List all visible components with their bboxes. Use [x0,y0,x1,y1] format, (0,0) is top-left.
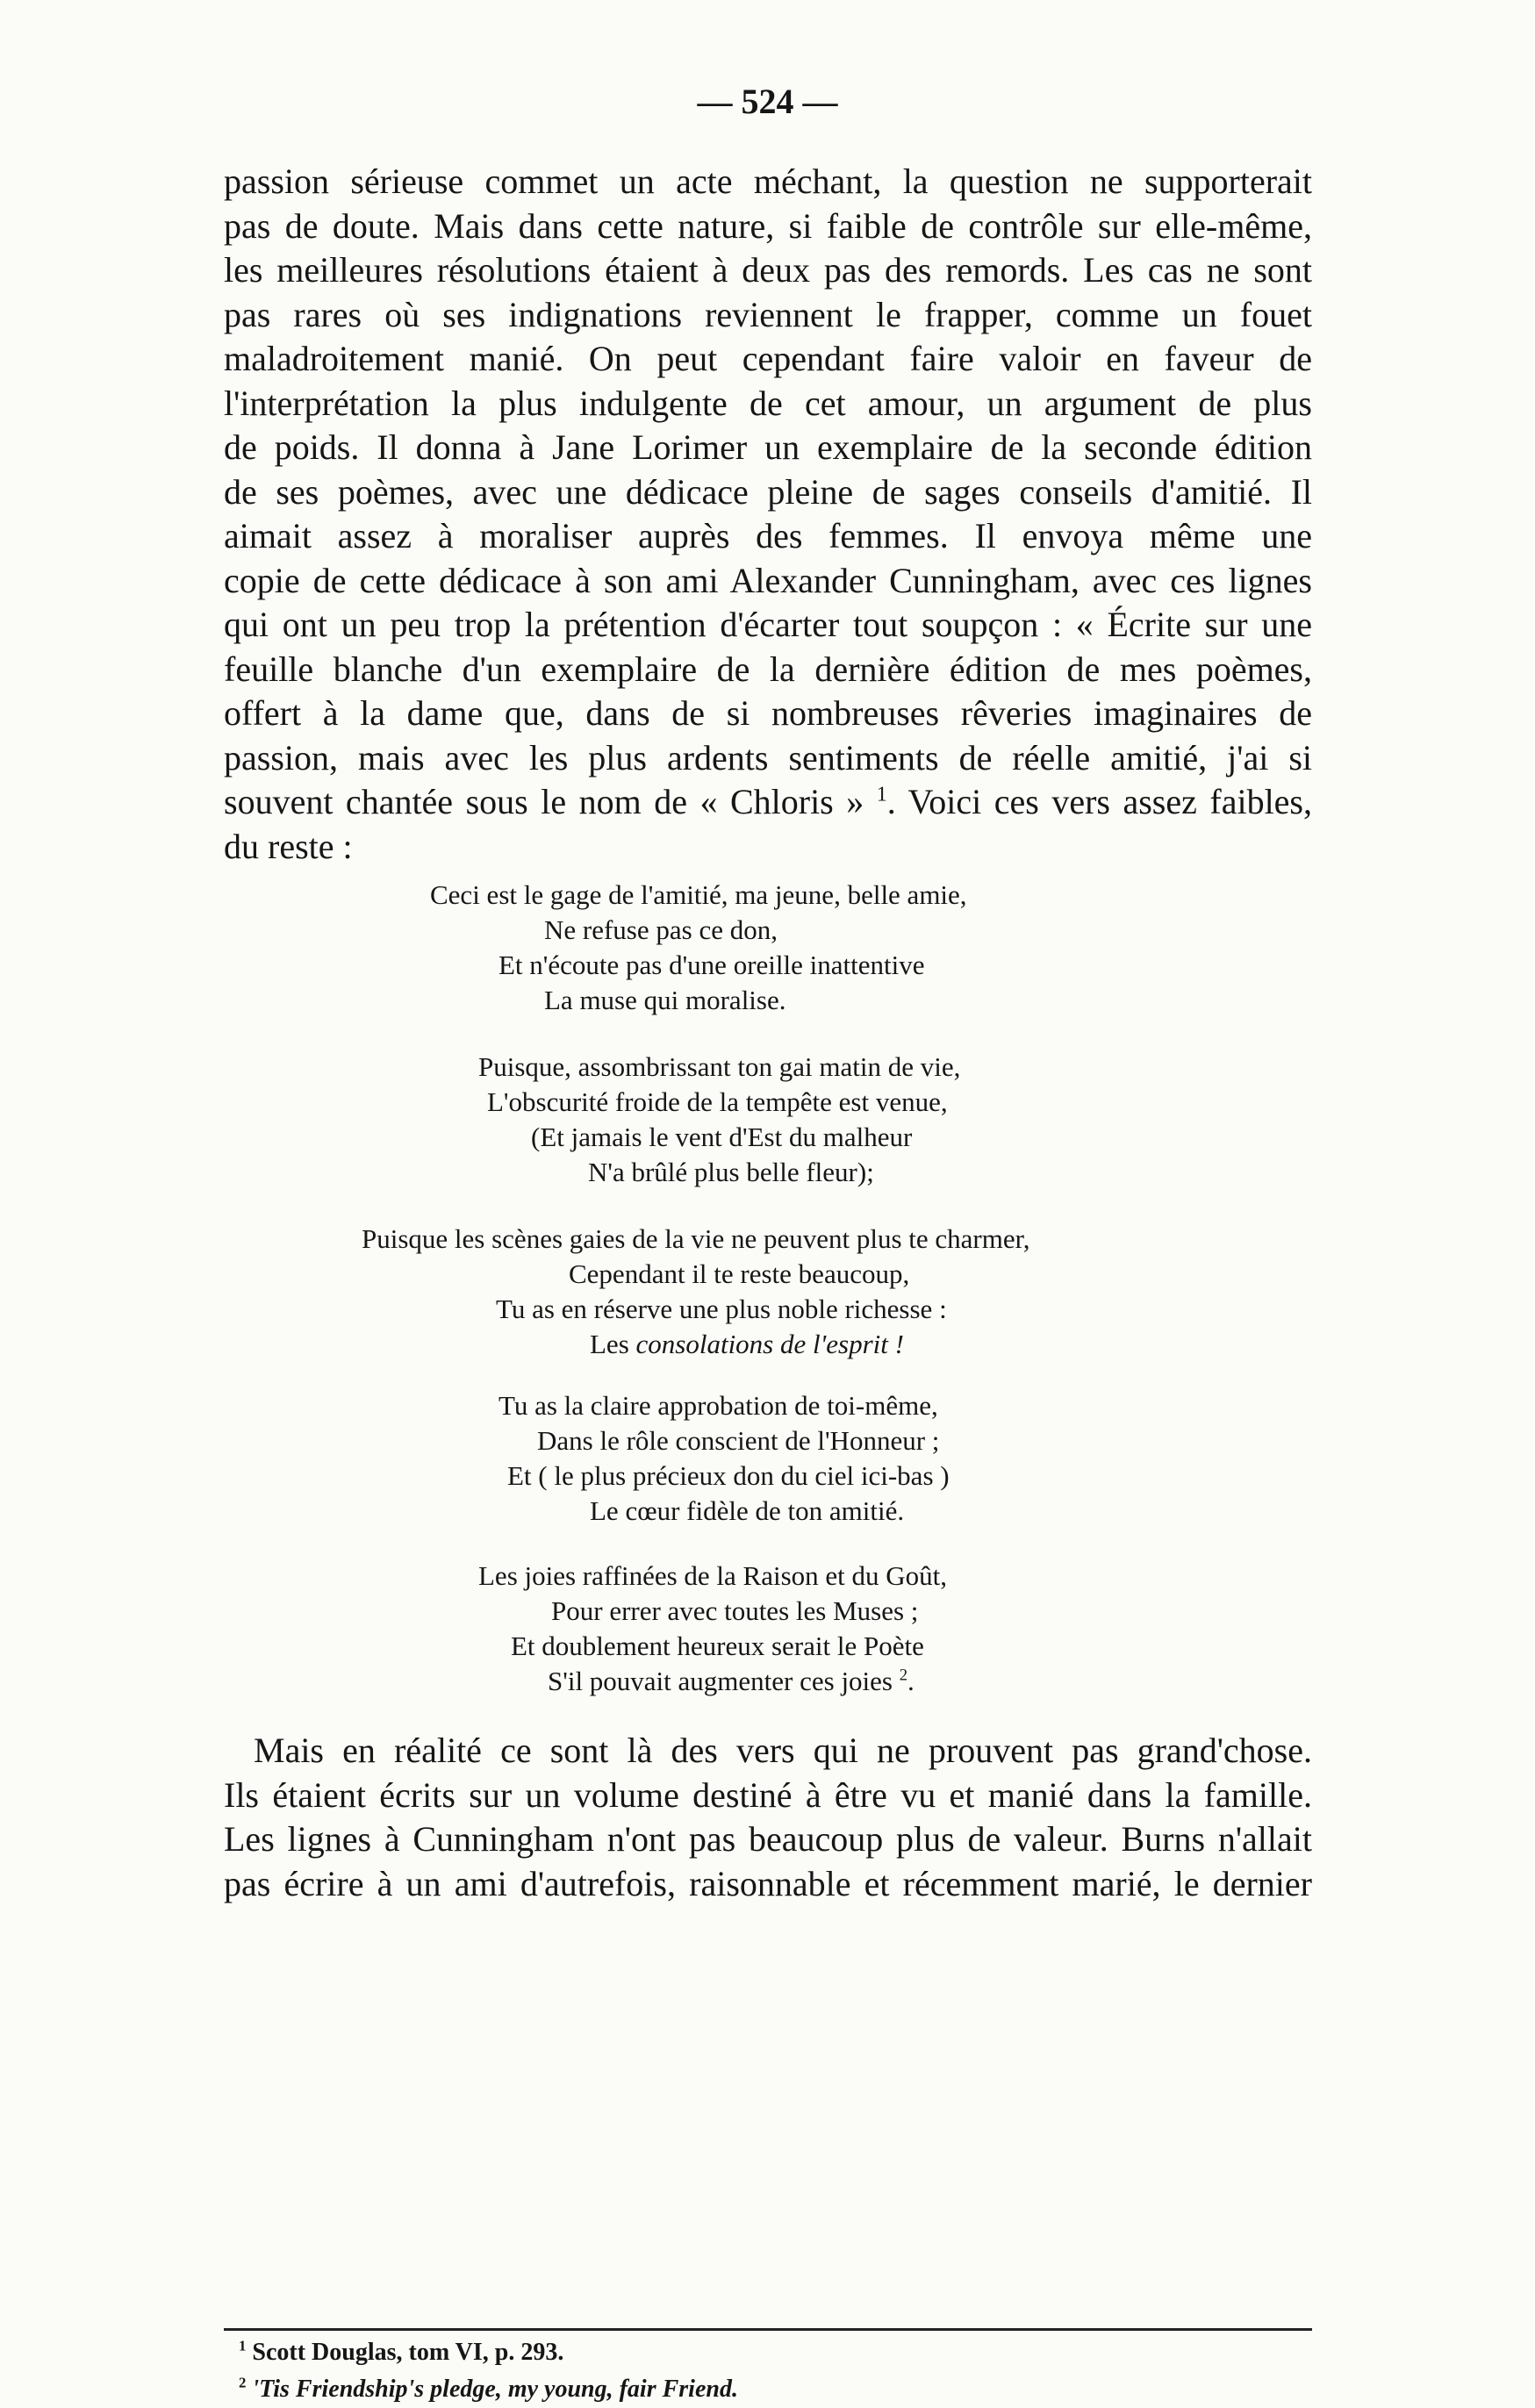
text-line: copie de cette dédicace à son ami Alexander Cunningham, avec ces lignes [224,560,1312,600]
verse-line: Les joies raffinées de la Raison et du Goût, [478,1560,948,1591]
footnote-ref-1[interactable]: 1 [876,783,887,806]
paragraph-1 [224,160,1312,869]
paragraph-2 [224,1729,1312,1906]
text-line: de poids. Il donna à Jane Lorimer un exemplaire de la seconde édition [224,427,1312,467]
footnote-1: $^1$ Scott Douglas, tom VI, p. 293. [239,2337,564,2366]
verse-line: Et doublement heureux serait le Poète [511,1630,924,1661]
text-line: maladroitement manié. On peut cependant faire valoir en faveur de [224,339,1312,378]
text-line: l'interprétation la plus indulgente de cet amour, un argument de plus [224,383,1312,423]
text-line: du reste : [224,826,353,866]
footnotes [239,2334,1292,2408]
verse-line: L'obscurité froide de la tempête est venue, [487,1086,948,1117]
footnote-2: $^2$ 'Tis Friendship's pledge, my young, fair Friend. [239,2374,738,2403]
text-line: de ses poèmes, avec une dédicace pleine de sages conseils d'amitié. Il [224,471,1312,512]
text-line: offert à la dame que, dans de si nombreuses rêveries imaginaires de [224,693,1312,733]
verse-line: Les consolations de l'esprit ! [590,1329,904,1359]
text-line: Les lignes à Cunningham n'ont pas beaucoup plus de valeur. Burns n'allait [224,1819,1312,1859]
verse-line: S'il pouvait augmenter ces joies $^2$. [548,1666,915,1696]
verse-line: Le cœur fidèle de ton amitié. [590,1495,905,1526]
text-line: pas écrire à un ami d'autrefois, raisonnable et récemment marié, le dernier [224,1863,1312,1903]
verse-line: Cependant il te reste beaucoup, [569,1258,910,1289]
verse-line: Pour errer avec toutes les Muses ; [551,1595,919,1626]
verse-line: Tu as la claire approbation de toi-même, [499,1390,938,1421]
verse-line: Dans le rôle conscient de l'Honneur ; [537,1425,940,1456]
verse-line: Et ( le plus précieux don du ciel ici-bas ) [507,1460,950,1491]
text-line: les meilleures résolutions étaient à deux pas des remords. Les cas ne sont [224,250,1312,290]
verse-line: Puisque, assombrissant ton gai matin de vie, [478,1051,961,1082]
verse-line: Et n'écoute pas d'une oreille inattentive [499,950,925,980]
text-line: aimait assez à moraliser auprès des femmes. Il envoya même une [224,516,1312,555]
footnote-ref-2[interactable]: 2 [899,1666,908,1685]
text-line: Mais en réalité ce sont là des vers qui ne prouvent pas grand'chose. [254,1731,1312,1770]
text-line: passion sérieuse commet un acte méchant, la question ne supporterait [224,161,1312,201]
text-line: souvent chantée sous le nom de « Chloris » $^1$. Voici ces vers assez faibles, [224,782,1313,821]
page-number: — 524 — [697,82,838,121]
text-line: feuille blanche d'un exemplaire de la dernière édition de mes poèmes, [224,649,1312,689]
verse-line: N'a brûlé plus belle fleur); [588,1157,874,1187]
text-line: passion, mais avec les plus ardents sentiments de réelle amitié, j'ai si [224,737,1312,778]
footnote-divider [224,2328,1312,2331]
verse-line: Ceci est le gage de l'amitié, ma jeune, belle amie, [430,879,967,910]
text-line: pas de doute. Mais dans cette nature, si faible de contrôle sur elle-même, [224,205,1312,246]
text-line: Ils étaient écrits sur un volume destiné à être vu et manié dans la famille. [224,1774,1312,1815]
verse-line: La muse qui moralise. [544,985,786,1015]
verse-line: Puisque les scènes gaies de la vie ne peuvent plus te charmer, [362,1223,1030,1254]
verse-line: (Et jamais le vent d'Est du malheur [531,1122,913,1152]
text-line: pas rares où ses indignations reviennent le frapper, comme un fouet [224,294,1312,334]
text-line: qui ont un peu trop la prétention d'écarter tout soupçon : « Écrite sur une [224,605,1312,644]
verse-line: Ne refuse pas ce don, [544,914,778,945]
verse-line: Tu as en réserve une plus noble richesse : [496,1294,947,1324]
